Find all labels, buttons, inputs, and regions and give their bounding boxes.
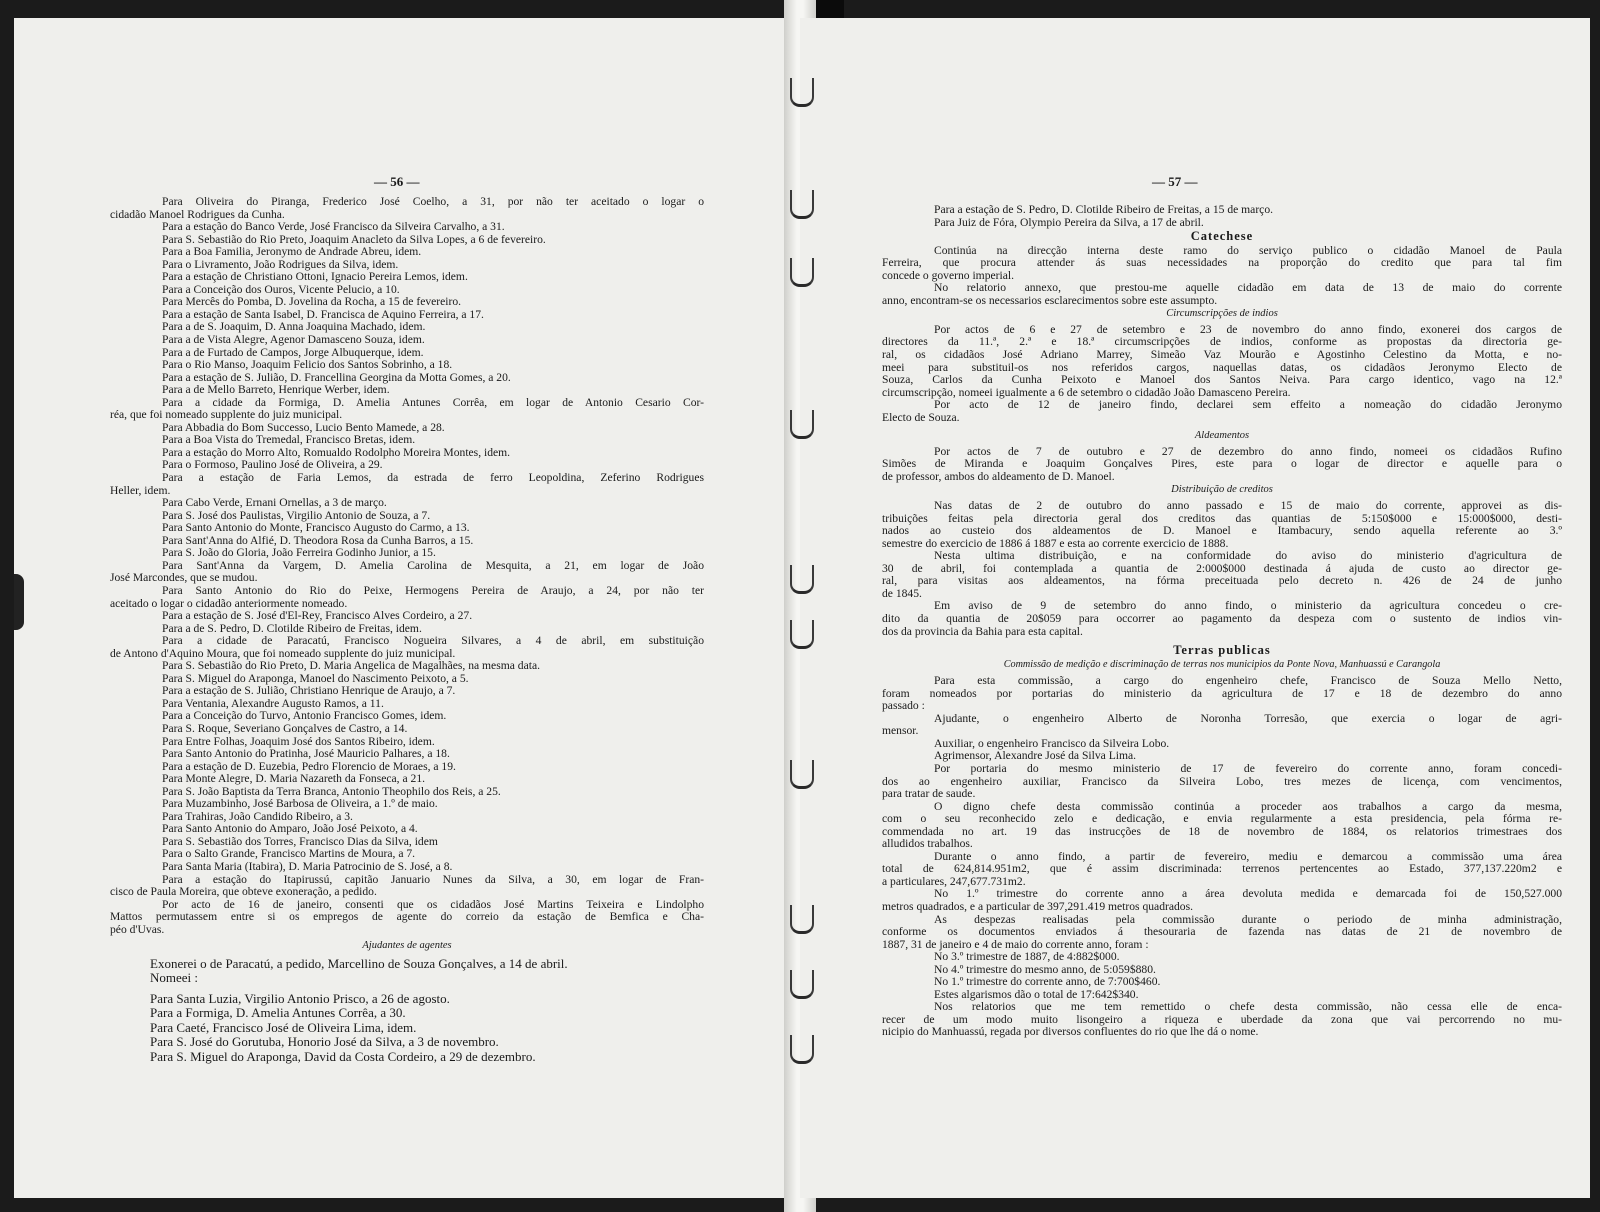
text-line: Para a estação de Christiano Ottoni, Ignacio Pereira Lemos, idem. — [162, 271, 468, 284]
text-line: Para S. Roque, Severiano Gonçalves de Castro, a 14. — [162, 722, 408, 735]
text-line: Souza, Carlos da Cunha Peixoto e Manoel dos Santos Neiva. Para cargo identico, vago na 12.ª — [882, 374, 1562, 387]
text-line: Por actos de 6 e 27 de setembro e 23 de novembro do anno findo, exonerei dos cargos de — [934, 323, 1562, 336]
text-line: Para S. Sebastião dos Torres, Francisco Dias da Silva, idem — [162, 835, 438, 848]
text-line: cidadão Manoel Rodrigues da Cunha. — [110, 208, 285, 221]
text-line: cisco de Paula Moreira, que obteve exoneração, a pedido. — [110, 886, 377, 899]
text-line: Heller, idem. — [110, 484, 171, 497]
text-line: No 3.º trimestre de 1887, de 4:882$000. — [934, 951, 1120, 964]
text-line: Para o Salto Grande, Francisco Martins de Moura, a 7. — [162, 848, 416, 861]
appointment-line: Para S. Miguel do Araponga, David da Costa Cordeiro, a 29 de dezembro. — [150, 1049, 536, 1064]
nomeei-line: Nomeei : — [150, 971, 199, 986]
text-line: Para S. Sebastião do Rio Preto, Joaquim Anacleto da Silva Lopes, a 6 de fevereiro. — [162, 233, 546, 246]
text-line: Para S. José dos Paulistas, Virgilio Antonio de Souza, a 7. — [162, 509, 431, 522]
text-line: Para a de S. Pedro, D. Clotilde Ribeiro de Freitas, idem. — [162, 622, 422, 635]
text-line: alludidos trabalhos. — [882, 838, 973, 851]
text-line: Para Monte Alegre, D. Maria Nazareth da Fonseca, a 21. — [162, 773, 426, 786]
catechese-heading: Catechese — [1190, 229, 1254, 244]
text-line: Para Santa Maria (Itabira), D. Maria Patrocinio de S. José, a 8. — [162, 860, 453, 873]
text-line: Para S. João Baptista da Terra Branca, Antonio Theophilo dos Reis, a 25. — [162, 785, 501, 798]
text-line: Simões de Miranda e Joaquim Gonçalves Pires, este para o logar de director e aquelle para o — [882, 458, 1562, 471]
text-line: de Antono d'Aquino Moura, que foi nomeado supplente do juiz municipal. — [110, 647, 456, 660]
text-line: Electo de Souza. — [882, 411, 960, 424]
text-line: Para Oliveira do Piranga, Frederico José Coelho, a 31, por não ter aceitado o logar o — [162, 196, 704, 208]
page-number-left: — 56 — — [374, 174, 420, 189]
binding-stitch — [790, 78, 814, 107]
text-line: Nos relatorios que me tem remettido o chefe desta commissão, não cessa elle de enca- — [934, 1001, 1562, 1014]
text-line: Para a cidade da Formiga, D. Amelia Antunes Corrêa, em logar de Antonio Cesario Cor- — [162, 396, 704, 409]
binding-stitch — [790, 905, 814, 934]
text-line: total de 624,814.951m2, que é assim discriminada: terrenos pertencentes ao Estado, 377,137.220m2 e — [882, 863, 1562, 876]
text-line: Para Sant'Anna do Alfié, D. Theodora Rosa da Cunha Barros, a 15. — [162, 534, 474, 547]
binding-stitch — [790, 1035, 814, 1064]
binding-stitch — [790, 760, 814, 789]
text-line: Por portaria do mesmo ministerio de 17 de fevereiro do corrente anno, foram concedi- — [934, 762, 1562, 775]
left-text-column — [110, 196, 704, 1064]
text-line: Para a Conceição do Turvo, Antonio Francisco Gomes, idem. — [162, 710, 447, 723]
aldeamentos-section — [882, 446, 1562, 484]
text-line: dos da provincia da Bahia para esta capital. — [882, 625, 1083, 638]
text-line: Para Muzambinho, José Barbosa de Oliveira, a 1.º de maio. — [162, 798, 438, 811]
text-line: Para S. João do Gloria, João Ferreira Godinho Junior, a 15. — [162, 547, 436, 560]
text-line: As despezas realisadas pela commissão durante o periodo de minha administração, — [934, 913, 1562, 926]
text-line: Para Santo Antonio do Rio do Peixe, Hermogens Pereira de Araujo, a 24, por não ter — [162, 584, 704, 597]
text-line: Para a cidade de Paracatú, Francisco Nogueira Silvares, a 4 de abril, em substituição — [162, 635, 704, 648]
exonerei-line: Exonerei o de Paracatú, a pedido, Marcellino de Souza Gonçalves, a 14 de abril. — [150, 956, 568, 971]
text-line: Nesta ultima distribuição, e na conformidade do aviso do ministerio d'agricultura de — [934, 550, 1562, 563]
text-line: Agrimensor, Alexandre José da Silva Lima. — [934, 750, 1137, 763]
intro-paragraphs — [882, 204, 1562, 229]
text-line: 30 de abril, foi contemplada a quantia de 2:000$000 destinada á ajuda de custo ao director ge- — [882, 562, 1562, 575]
catechese-section — [882, 245, 1562, 308]
circumscripcoes-heading: Circumscripções de indios — [1166, 308, 1278, 320]
text-line: Por acto de 12 de janeiro findo, declarei sem effeito a nomeação do cidadão Jeronymo — [934, 399, 1562, 412]
ajudantes-heading: Ajudantes de agentes — [362, 940, 452, 952]
text-line: Durante o anno findo, a partir de fevereiro, mediu e demarcou a commissão uma área — [934, 850, 1562, 863]
text-line: circumscripção, nomeei igualmente a 6 de setembro o cidadão João Damasceno Pereira. — [882, 386, 1291, 399]
text-line: Para a de Vista Alegre, Agenor Damasceno Souza, idem. — [162, 334, 425, 347]
text-line: Auxiliar, o engenheiro Francisco da Silveira Lobo. — [934, 737, 1170, 750]
text-line: Para a estação de S. Pedro, D. Clotilde Ribeiro de Freitas, a 15 de março. — [934, 204, 1274, 216]
appointment-line: Para Caeté, Francisco José de Oliveira Lima, idem. — [150, 1020, 417, 1035]
text-line: Para a estação de S. José d'El-Rey, Francisco Alves Cordeiro, a 27. — [162, 610, 473, 623]
text-line: Estes algarismos dão o total de 17:642$340. — [934, 988, 1139, 1001]
appointment-line: Para Santa Luzia, Virgilio Antonio Prisco, a 26 de agosto. — [150, 991, 450, 1006]
text-line: Para Cabo Verde, Ernani Ornellas, a 3 de março. — [162, 497, 387, 510]
text-line: foram nomeados por portarias do ministerio da agricultura de 17 e 18 de dezembro do anno — [882, 687, 1562, 700]
text-line: Para Mercês do Pomba, D. Jovelina da Rocha, a 15 de fevereiro. — [162, 296, 462, 309]
text-line: ral, os cidadãos José Adriano Marrey, Simeão Vaz Mourão e Agostinho Celestino da Motta, e no- — [882, 349, 1562, 362]
text-line: Para a de Furtado de Campos, Jorge Albuquerque, idem. — [162, 346, 424, 359]
binding-stitch — [790, 410, 814, 439]
text-line: Para o Rio Manso, Joaquim Felicio dos Santos Sobrinho, a 18. — [162, 359, 453, 372]
text-line: Para a estação de Santa Isabel, D. Francisca de Aquino Ferreira, a 17. — [162, 308, 484, 321]
text-line: réa, que foi nomeado supplente do juiz municipal. — [110, 409, 343, 422]
text-line: concede o governo imperial. — [882, 269, 1014, 282]
text-line: Para a de Mello Barreto, Henrique Werber, idem. — [162, 384, 390, 397]
text-line: Nas datas de 2 de outubro do anno passado e 15 de maio do corrente, approvei as dis- — [934, 500, 1562, 513]
text-line: Para a estação de Faria Lemos, da estrada de ferro Leopoldina, Zeferino Rodrigues — [162, 472, 704, 485]
text-line: Ferreira, que procura attender ás suas necessidades na proporção do credito que para tal fim — [882, 257, 1562, 270]
text-line: Por acto de 16 de janeiro, consenti que os cidadãos José Martins Teixeira e Lindolpho — [162, 898, 704, 911]
terras-section — [882, 675, 1562, 1039]
text-line: metros quadrados, e a particular de 397,291.419 metros quadrados. — [882, 900, 1194, 913]
text-line: anno, encontram-se os necessarios esclarecimentos sobre este assumpto. — [882, 294, 1218, 307]
text-line: commendada no art. 19 das instrucções de 18 de novembro de 1884, os relatorios trimestraes dos — [882, 825, 1562, 838]
text-line: Para esta commissão, a cargo do engenheiro chefe, Francisco de Souza Mello Netto, — [934, 675, 1562, 688]
text-line: Para S. Sebastião do Rio Preto, D. Maria Angelica de Magalhães, na mesma data. — [162, 660, 540, 673]
text-line: Para Sant'Anna da Vargem, D. Amelia Carolina de Mesquita, a 21, em logar de João — [162, 559, 704, 572]
binding-stitch — [790, 970, 814, 999]
text-line: de professor, ambos do aldeamento de D. Manoel. — [882, 470, 1115, 483]
text-line: Para Santo Antonio do Monte, Francisco Augusto do Carmo, a 13. — [162, 522, 470, 535]
circumscripcoes-section — [882, 324, 1562, 424]
text-line: Para a estação de D. Euzebia, Pedro Florencio de Moraes, a 19. — [162, 760, 456, 773]
text-line: nados ao custeio dos aldeamentos de D. Manoel e Itambacury, sendo aquella referente ao 3.º — [882, 525, 1562, 538]
terras-heading: Terras publicas — [1173, 643, 1271, 658]
text-line: mensor. — [882, 725, 919, 738]
text-line: Para o Formoso, Paulino José de Oliveira, a 29. — [162, 459, 383, 472]
text-line: Para Santo Antonio do Pratinha, José Mauricio Palhares, a 18. — [162, 748, 450, 761]
text-line: directores da 11.ª, 2.ª e 18.ª circumscripções de indios, conforme as propostas da directoria ge- — [882, 336, 1562, 349]
text-line: Mattos permutassem entre si os empregos de agente do correio da estação de Bemfica e Cha- — [110, 911, 704, 924]
text-line: Para Entre Folhas, Joaquim José dos Santos Ribeiro, idem. — [162, 735, 435, 748]
appointment-line: Para a Formiga, D. Amelia Antunes Corrêa, a 30. — [150, 1006, 406, 1021]
right-page — [800, 18, 1590, 1198]
text-line: Para Juiz de Fóra, Olympio Pereira da Silva, a 17 de abril. — [934, 216, 1204, 229]
text-line: meei para substituil-os nos referidos cargos, naquellas datas, os cidadãos Jeronymo Electo de — [882, 361, 1562, 374]
text-line: Para a estação do Morro Alto, Romualdo Rodolpho Moreira Montes, idem. — [162, 446, 511, 459]
commissao-heading: Commissão de medição e discriminação de terras nos municipios da Ponte Nova, Manhuassú e Carangola — [1003, 658, 1441, 670]
text-line: aceitado o logar o cidadão anteriormente nomeado. — [110, 597, 348, 610]
text-line: Para a estação do Banco Verde, José Francisco da Silveira Carvalho, a 31. — [162, 221, 505, 234]
binding-stitch — [790, 258, 814, 287]
text-line: No 1.º trimestre do corrente anno a área devoluta medida e demarcada foi de 150,527.000 — [934, 888, 1562, 901]
text-line: dos ao engenheiro auxiliar, Francisco da Silveira Lobo, tres mezes de licença, com vencimentos, — [882, 775, 1562, 788]
text-line: Para a Boa Familia, Jeronymo de Andrade Abreu, idem. — [162, 246, 422, 259]
text-line: 1887, 31 de janeiro e 4 de maio do corrente anno, foram : — [882, 938, 1149, 951]
text-line: Por actos de 7 de outubro e 27 de dezembro do anno findo, nomeei os cidadãos Rufino — [934, 445, 1562, 458]
text-line: Para Ventania, Alexandre Augusto Ramos, a 11. — [162, 697, 384, 710]
appointment-line: Para S. José do Gorutuba, Honorio José da Silva, a 3 de novembro. — [150, 1035, 499, 1050]
text-line: Para a Conceição dos Ouros, Vicente Pelucio, a 10. — [162, 283, 400, 296]
binding-stitch — [790, 190, 814, 219]
left-page — [14, 18, 794, 1198]
text-line: Para a Boa Vista do Tremedal, Francisco Bretas, idem. — [162, 434, 416, 447]
text-line: Para S. Miguel do Araponga, Manoel do Nascimento Peixoto, a 5. — [162, 672, 469, 685]
text-line: conforme os documentos enviados á thesouraria de fazenda nas datas de 21 de novembro de — [882, 926, 1562, 939]
text-line: José Marcondes, que se mudou. — [110, 572, 258, 585]
text-line: Para Trahiras, João Candido Ribeiro, a 3. — [162, 810, 353, 823]
text-line: Para a estação de S. Julião, Christiano Henrique de Araujo, a 7. — [162, 685, 456, 698]
text-line: Para Santo Antonio do Amparo, João José Peixoto, a 4. — [162, 823, 418, 836]
binding-tab — [14, 574, 24, 630]
text-line: recer de um modo muito lisongeiro a riqueza e uberdade da zona que vai percorrendo no mu- — [882, 1013, 1562, 1026]
page-number-right: — 57 — — [1152, 174, 1198, 189]
text-line: No 1.º trimestre do corrente anno, de 7:700$460. — [934, 976, 1161, 989]
text-line: Para a estação de S. Julião, D. Francellina Georgina da Motta Gomes, a 20. — [162, 371, 511, 384]
text-line: nicipio do Manhuassú, regada por diversos confluentes do rio que lhe dá o nome. — [882, 1026, 1259, 1039]
text-line: tribuições feitas pela directoria geral dos creditos das quantias de 5:150$000 e 15:000$000, desti- — [882, 512, 1562, 525]
text-line: de 1845. — [882, 587, 922, 600]
text-line: No 4.º trimestre do mesmo anno, de 5:059$880. — [934, 963, 1156, 976]
text-line: para tratar de saude. — [882, 788, 976, 801]
aldeamentos-heading: Aldeamentos — [1194, 430, 1250, 442]
distribuicao-section — [882, 500, 1562, 638]
binding-stitch — [790, 620, 814, 649]
text-line: dito da quantia de 20$059 para occorrer ao pagamento da despeza com o sustento de indios vin- — [882, 612, 1562, 625]
text-line: Para Abbadia do Bom Successo, Lucio Bento Mamede, a 28. — [162, 421, 445, 434]
text-line: Ajudante, o engenheiro Alberto de Noronha Torresão, que exercia o logar de agri- — [934, 712, 1562, 725]
distribuicao-heading: Distribuição de creditos — [1171, 484, 1273, 496]
binding-stitch — [790, 565, 814, 594]
text-line: semestre do exercicio de 1886 á 1887 e esta ao corrente exercicio de 1888. — [882, 537, 1229, 550]
text-line: péo d'Uvas. — [110, 923, 165, 936]
text-line: Em aviso de 9 de setembro do anno findo, o ministerio da agricultura concedeu o cre- — [934, 600, 1562, 613]
text-line: a particulares, 247,677.731m2. — [882, 875, 1026, 888]
final-appointments — [110, 992, 704, 1065]
left-paragraphs — [110, 196, 704, 936]
right-text-column — [882, 204, 1562, 1039]
text-line: passado : — [882, 700, 925, 713]
text-line: Para a estação do Itapirussú, capitão Januario Nunes da Silva, a 30, em logar de Fran- — [162, 873, 704, 886]
text-line: Continúa na direcção interna deste ramo do serviço publico o cidadão Manoel de Paula — [934, 244, 1562, 257]
text-line: ral, para visitas aos aldeamentos, na fórma preceituada pelo decreto n. 426 de 24 de junho — [882, 575, 1562, 588]
text-line: O digno chefe desta commissão continúa a proceder aos trabalhos a cargo da mesma, — [934, 800, 1562, 813]
text-line: Para o Livramento, João Rodrigues da Silva, idem. — [162, 258, 399, 271]
text-line: No relatorio annexo, que prestou-me aquelle cidadão em data de 13 de maio do corrente — [934, 282, 1562, 295]
text-line: Para a de S. Joaquim, D. Anna Joaquina Machado, idem. — [162, 321, 426, 334]
text-line: com o seu reconhecido zelo e dedicação, e envia regularmente a esta presidencia, pela fórma re- — [882, 813, 1562, 826]
